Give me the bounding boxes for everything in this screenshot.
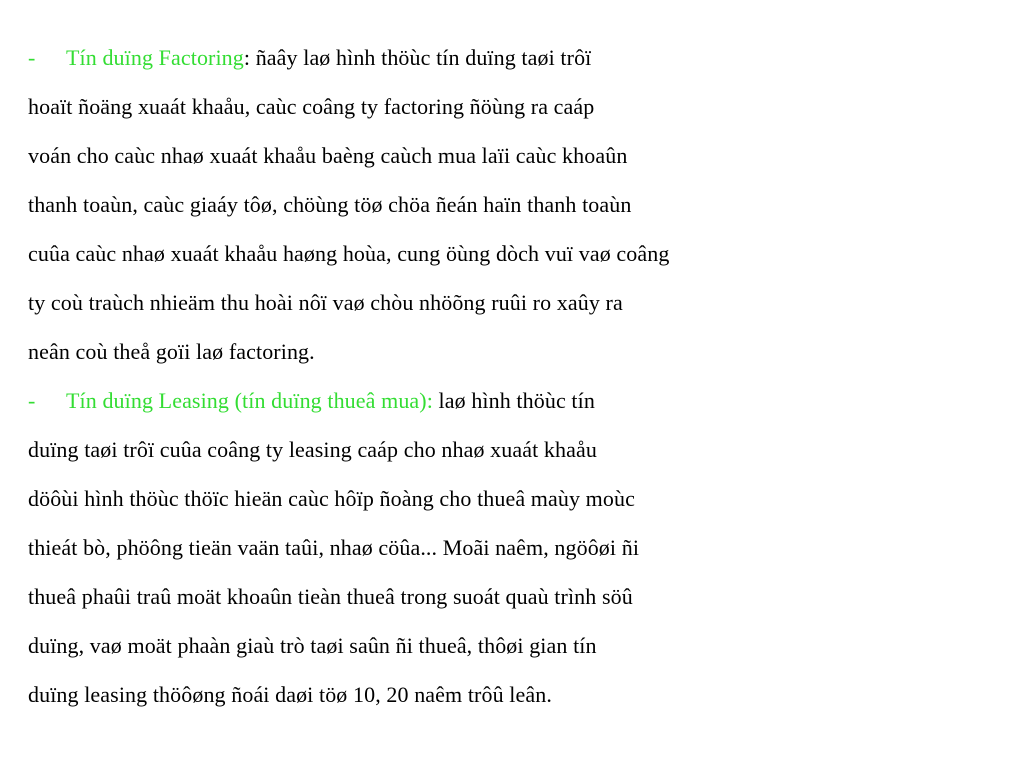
- leasing-line-4: thueâ phaûi traû moät khoaûn tieàn thueâ trong suoát quaù trình söû: [28, 584, 633, 609]
- factoring-line-3: thanh toaùn, caùc giaáy tôø, chöùng töø chöa ñeán haïn thanh toaùn: [28, 192, 632, 217]
- leasing-lead-text: laø hình thöùc tín: [432, 388, 595, 413]
- factoring-line-6: neân coù theå goïi laø factoring.: [28, 339, 315, 364]
- factoring-line-5: ty coù traùch nhieäm thu hoài nôï vaø chòu nhöõng ruûi ro xaûy ra: [28, 290, 623, 315]
- factoring-bullet: -: [28, 45, 36, 70]
- leasing-heading: Tín duïng Leasing (tín duïng thueâ mua):: [66, 388, 433, 413]
- factoring-line-2: voán cho caùc nhaø xuaát khaåu baèng caùch mua laïi caùc khoaûn: [28, 143, 628, 168]
- leasing-line-3: thieát bò, phöông tieän vaän taûi, nhaø cöûa... Moãi naêm, ngöôøi ñi: [28, 535, 640, 560]
- leasing-heading-line: [28, 386, 595, 416]
- factoring-lead-text: : ñaây laø hình thöùc tín duïng taøi trôï: [243, 45, 592, 70]
- leasing-line-2: döôùi hình thöùc thöïc hieän caùc hôïp ñoàng cho thueâ maùy moùc: [28, 486, 635, 511]
- leasing-bullet: -: [28, 388, 36, 413]
- factoring-line-4: cuûa caùc nhaø xuaát khaåu haøng hoùa, cung öùng dòch vuï vaø coâng: [28, 241, 670, 266]
- leasing-line-1: duïng taøi trôï cuûa coâng ty leasing caáp cho nhaø xuaát khaåu: [28, 437, 597, 462]
- factoring-heading: Tín duïng Factoring: [66, 45, 244, 70]
- factoring-heading-line: [28, 43, 591, 73]
- leasing-line-6: duïng leasing thöôøng ñoái daøi töø 10, 20 naêm trôû leân.: [28, 682, 552, 707]
- leasing-line-5: duïng, vaø moät phaàn giaù trò taøi saûn ñi thueâ, thôøi gian tín: [28, 633, 597, 658]
- factoring-line-1: hoaït ñoäng xuaát khaåu, caùc coâng ty factoring ñöùng ra caáp: [28, 94, 595, 119]
